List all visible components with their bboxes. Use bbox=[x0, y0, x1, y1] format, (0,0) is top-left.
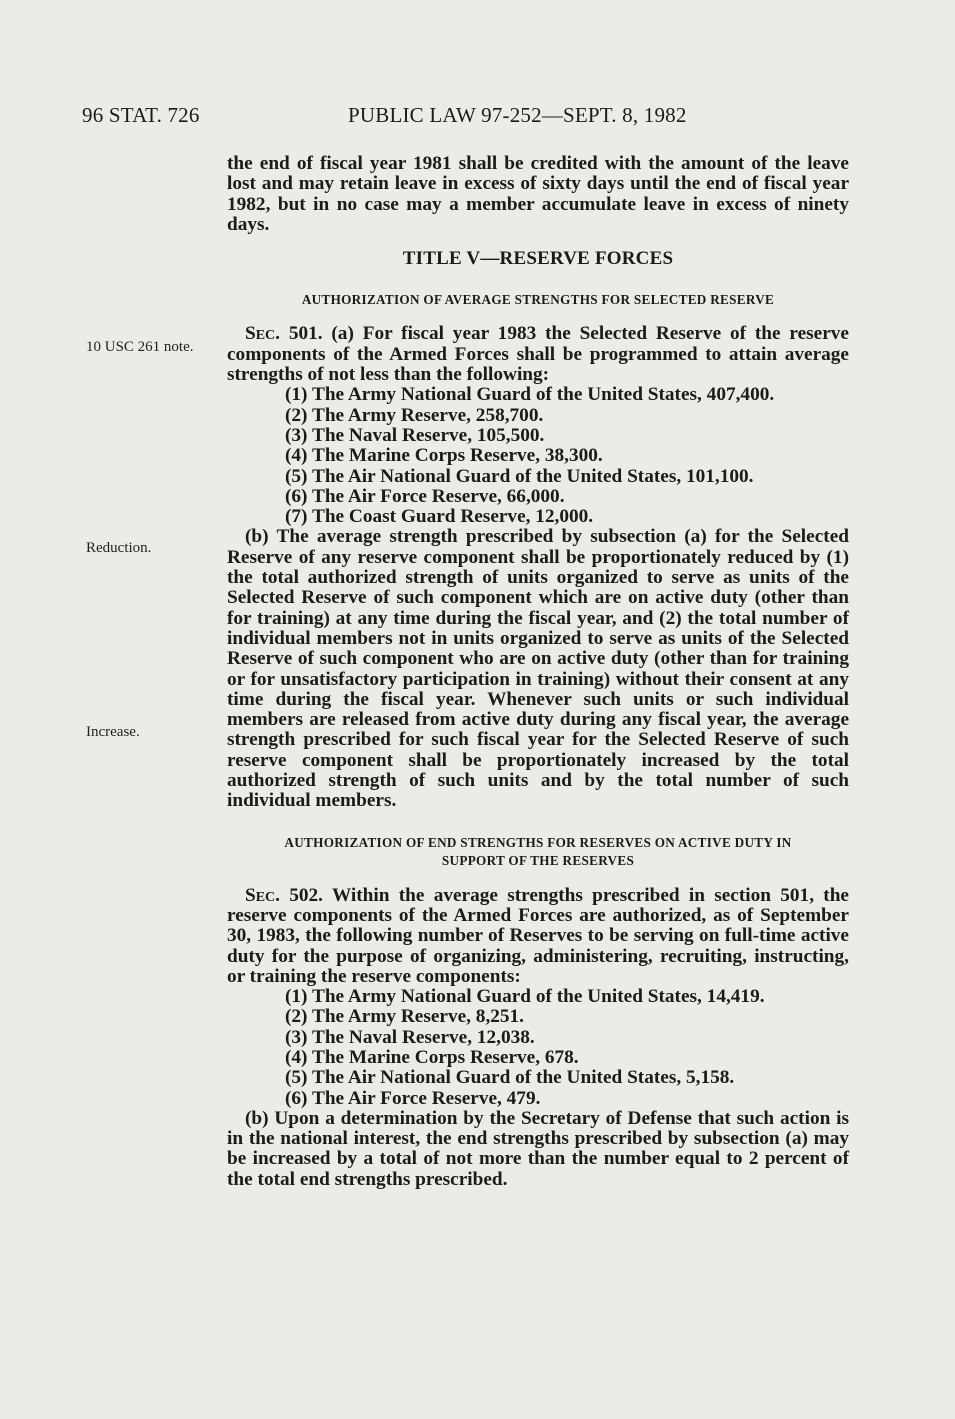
section-501-item: (1) The Army National Guard of the United States, 407,400. bbox=[285, 384, 775, 406]
section-502-item: (1) The Army National Guard of the United States, 14,419. bbox=[285, 986, 765, 1008]
section-501-item: (6) The Air Force Reserve, 66,000. bbox=[285, 485, 565, 507]
margin-note-increase: Increase. bbox=[86, 724, 140, 740]
public-law-header: PUBLIC LAW 97-252—SEPT. 8, 1982 bbox=[348, 103, 687, 127]
section-502-item: (4) The Marine Corps Reserve, 678. bbox=[285, 1046, 579, 1068]
section-501-item: (4) The Marine Corps Reserve, 38,300. bbox=[285, 445, 603, 467]
section-502-heading-line1: AUTHORIZATION OF END STRENGTHS FOR RESERVES ON ACTIVE DUTY IN bbox=[284, 834, 792, 850]
section-502-item: (2) The Army Reserve, 8,251. bbox=[285, 1006, 525, 1028]
section-502-heading-line2: SUPPORT OF THE RESERVES bbox=[441, 852, 635, 868]
intro-paragraph: the end of fiscal year 1981 shall be credited with the amount of the leave lost and may retain leave in excess of sixty days until the end of fiscal year 1982, but in no case may a member accumulate leave in excess of ninety days. bbox=[227, 153, 849, 235]
section-501-label: Sec. 501. bbox=[245, 323, 323, 345]
section-502-item: (6) The Air Force Reserve, 479. bbox=[285, 1087, 541, 1109]
title-heading: TITLE V—RESERVE FORCES bbox=[402, 248, 674, 270]
section-501-item: (7) The Coast Guard Reserve, 12,000. bbox=[285, 506, 594, 528]
document-body bbox=[227, 154, 849, 1190]
section-501-item: (2) The Army Reserve, 258,700. bbox=[285, 404, 544, 426]
margin-note-reduction: Reduction. bbox=[86, 540, 152, 556]
section-502-label: Sec. 502. bbox=[245, 884, 324, 906]
section-502-subsection-b: (b) Upon a determination by the Secretary of Defense that such action is in the national interest, the end strengths prescribed by subsection (a) may be increased by a total of not more than the number equal to 2 percent of the total end strengths prescribed. bbox=[227, 1107, 849, 1190]
section-501-item: (3) The Naval Reserve, 105,500. bbox=[285, 424, 545, 446]
statute-page-number: 96 STAT. 726 bbox=[82, 103, 200, 127]
section-501-subsection-b: (b) The average strength prescribed by subsection (a) for the Selected Reserve of any reserve component shall be proportionately reduced by (1) the total authorized strength of units organized to serve as units of the Selected Reserve of such component which are on active duty (other than for training) at any time during the fiscal year, and (2) the total number of individual members not in units organized to serve as units of the Selected Reserve of such component who are on active duty (other than for training or for unsatisfactory participation in training) without their consent at any time during the fiscal year. Whenever such units or such individual members are released from active duty during any fiscal year, the average strength prescribed for such fiscal year for the Selected Reserve of such reserve component shall be proportionately increased by the total authorized strength of such units and by the total number of such individual members. bbox=[227, 526, 849, 812]
section-502-subsection-a bbox=[227, 886, 849, 987]
section-502-a-text: Within the average strengths prescribed in section 501, the reserve components of the Armed Forces are authorized, as of September 30, 1983, the following number of Reserves to be serving on full-time active duty for the purpose of organizing, administering, recruiting, instructing, or training the reserve components: bbox=[227, 884, 849, 987]
section-501-heading: AUTHORIZATION OF AVERAGE STRENGTHS FOR SELECTED RESERVE bbox=[301, 292, 775, 308]
margin-note-usc: 10 USC 261 note. bbox=[86, 339, 194, 355]
section-501-a-text: (a) For fiscal year 1983 the Selected Reserve of the reserve components of the Armed Forces shall be programmed to attain average strengths of not less than the following: bbox=[227, 323, 849, 386]
section-501-subsection-a bbox=[227, 324, 849, 385]
section-501-item: (5) The Air National Guard of the United States, 101,100. bbox=[285, 465, 754, 487]
section-502-item: (5) The Air National Guard of the United States, 5,158. bbox=[285, 1067, 735, 1089]
section-502-heading bbox=[227, 834, 849, 870]
section-502-item: (3) The Naval Reserve, 12,038. bbox=[285, 1026, 535, 1048]
